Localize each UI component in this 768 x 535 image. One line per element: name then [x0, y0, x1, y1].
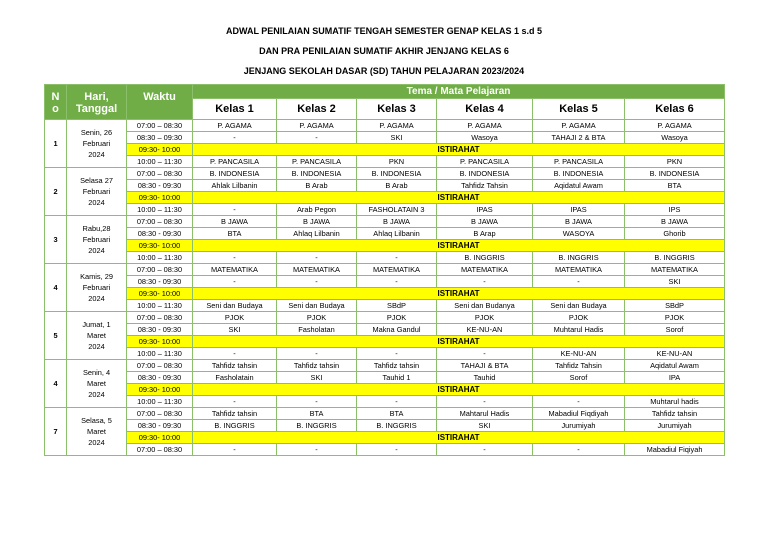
- schedule-row: [45, 348, 725, 360]
- subject-cell-kelas-3: PKN: [357, 156, 437, 168]
- day-date-line: Maret: [87, 427, 106, 436]
- subject-cell-kelas-4: SKI: [437, 420, 533, 432]
- break-row: [45, 192, 725, 204]
- header-kelas-2: Kelas 2: [277, 99, 357, 120]
- subject-cell-kelas-5: Tahfidz Tahsin: [533, 360, 625, 372]
- header-no-line-1: N: [51, 91, 60, 103]
- header-day: [67, 85, 127, 120]
- subject-cell-kelas-4: Seni dan Budanya: [437, 300, 533, 312]
- subject-cell-kelas-5: B. INDONESIA: [533, 168, 625, 180]
- time-slot: 07:00 – 08:30: [127, 408, 193, 420]
- subject-cell-kelas-5: -: [533, 396, 625, 408]
- title-line-1: ADWAL PENILAIAN SUMATIF TENGAH SEMESTER GENAP KELAS 1 s.d 5: [225, 26, 543, 36]
- day-date-line: 2024: [88, 438, 105, 447]
- time-slot: 07:00 – 08:30: [127, 312, 193, 324]
- schedule-row: [45, 120, 725, 132]
- schedule-row: [45, 180, 725, 192]
- subject-cell-kelas-3: P. AGAMA: [357, 120, 437, 132]
- day-date-line: Februari: [82, 187, 111, 196]
- day-date-line: 2024: [88, 390, 105, 399]
- subject-cell-kelas-1: Fasholatain: [193, 372, 277, 384]
- subject-cell-kelas-4: Wasoya: [437, 132, 533, 144]
- subject-cell-kelas-1: BTA: [193, 228, 277, 240]
- day-number: 7: [45, 408, 67, 456]
- day-number: 3: [45, 216, 67, 264]
- subject-cell-kelas-1: Tahfidz tahsin: [193, 408, 277, 420]
- subject-cell-kelas-5: MATEMATIKA: [533, 264, 625, 276]
- schedule-row: [45, 420, 725, 432]
- time-slot: 07:00 – 08:30: [127, 360, 193, 372]
- subject-cell-kelas-5: IPAS: [533, 204, 625, 216]
- subject-cell-kelas-6: PJOK: [625, 312, 725, 324]
- day-date: [67, 312, 127, 360]
- time-slot: 09:30- 10:00: [127, 144, 193, 156]
- subject-cell-kelas-4: -: [437, 348, 533, 360]
- time-slot: 10:00 – 11:30: [127, 156, 193, 168]
- subject-cell-kelas-2: P. PANCASILA: [277, 156, 357, 168]
- subject-cell-kelas-6: Wasoya: [625, 132, 725, 144]
- subject-cell-kelas-3: BTA: [357, 408, 437, 420]
- schedule-table: [44, 84, 725, 456]
- day-date: [67, 120, 127, 168]
- schedule-row: [45, 264, 725, 276]
- subject-cell-kelas-5: Mabadiul Fiqdiyah: [533, 408, 625, 420]
- day-date: [67, 360, 127, 408]
- subject-cell-kelas-3: -: [357, 348, 437, 360]
- schedule-row: [45, 156, 725, 168]
- subject-cell-kelas-2: -: [277, 348, 357, 360]
- day-date-line: Maret: [87, 379, 106, 388]
- day-number: 2: [45, 168, 67, 216]
- subject-cell-kelas-6: Muhtarul hadis: [625, 396, 725, 408]
- subject-cell-kelas-6: IPS: [625, 204, 725, 216]
- time-slot: 09:30- 10:00: [127, 432, 193, 444]
- break-label: ISTIRAHAT: [193, 384, 725, 396]
- day-date-line: Jumat, 1: [82, 320, 111, 329]
- day-number: 4: [45, 264, 67, 312]
- subject-cell-kelas-3: B JAWA: [357, 216, 437, 228]
- schedule-row: [45, 276, 725, 288]
- header-row-top: [45, 85, 725, 99]
- subject-cell-kelas-1: P. AGAMA: [193, 120, 277, 132]
- subject-cell-kelas-6: MATEMATIKA: [625, 264, 725, 276]
- subject-cell-kelas-2: -: [277, 444, 357, 456]
- subject-cell-kelas-5: P. PANCASILA: [533, 156, 625, 168]
- schedule-row: [45, 372, 725, 384]
- subject-cell-kelas-2: SKI: [277, 372, 357, 384]
- time-slot: 09:30- 10:00: [127, 336, 193, 348]
- time-slot: 10:00 – 11:30: [127, 300, 193, 312]
- header-kelas-1: Kelas 1: [193, 99, 277, 120]
- subject-cell-kelas-3: SKI: [357, 132, 437, 144]
- subject-cell-kelas-2: Arab Pegon: [277, 204, 357, 216]
- subject-cell-kelas-6: IPA: [625, 372, 725, 384]
- subject-cell-kelas-2: P. AGAMA: [277, 120, 357, 132]
- subject-cell-kelas-1: B. INGGRIS: [193, 420, 277, 432]
- subject-cell-kelas-2: MATEMATIKA: [277, 264, 357, 276]
- header-kelas-5: Kelas 5: [533, 99, 625, 120]
- header-no-line-2: o: [52, 103, 59, 115]
- schedule-body: [45, 120, 725, 456]
- break-row: [45, 288, 725, 300]
- time-slot: 08:30 - 09:30: [127, 276, 193, 288]
- time-slot: 08:30 - 09:30: [127, 372, 193, 384]
- subject-cell-kelas-6: SKI: [625, 276, 725, 288]
- subject-cell-kelas-1: Ahlak Lilbanin: [193, 180, 277, 192]
- subject-cell-kelas-2: -: [277, 132, 357, 144]
- break-label: ISTIRAHAT: [193, 240, 725, 252]
- subject-cell-kelas-4: -: [437, 444, 533, 456]
- subject-cell-kelas-6: Sorof: [625, 324, 725, 336]
- subject-cell-kelas-6: SBdP: [625, 300, 725, 312]
- subject-cell-kelas-1: PJOK: [193, 312, 277, 324]
- subject-cell-kelas-3: B. INGGRIS: [357, 420, 437, 432]
- subject-cell-kelas-2: -: [277, 396, 357, 408]
- time-slot: 08:30 – 09:30: [127, 132, 193, 144]
- subject-cell-kelas-4: Tauhid: [437, 372, 533, 384]
- subject-cell-kelas-4: B. INGGRIS: [437, 252, 533, 264]
- time-slot: 08:30 - 09:30: [127, 180, 193, 192]
- schedule-row: [45, 132, 725, 144]
- time-slot: 07:00 – 08:30: [127, 120, 193, 132]
- day-date-line: Februari: [82, 235, 111, 244]
- header-tema: Tema / Mata Pelajaran: [193, 85, 725, 99]
- subject-cell-kelas-2: -: [277, 252, 357, 264]
- day-number: 5: [45, 312, 67, 360]
- subject-cell-kelas-4: -: [437, 396, 533, 408]
- break-row: [45, 384, 725, 396]
- day-date: [67, 264, 127, 312]
- subject-cell-kelas-4: -: [437, 276, 533, 288]
- subject-cell-kelas-3: Makna Gandul: [357, 324, 437, 336]
- time-slot: 07:00 – 08:30: [127, 444, 193, 456]
- subject-cell-kelas-1: Seni dan Budaya: [193, 300, 277, 312]
- day-number: 4: [45, 360, 67, 408]
- subject-cell-kelas-1: -: [193, 204, 277, 216]
- header-kelas-6: Kelas 6: [625, 99, 725, 120]
- subject-cell-kelas-6: Mabadiul Fiqiyah: [625, 444, 725, 456]
- header-kelas-3: Kelas 3: [357, 99, 437, 120]
- subject-cell-kelas-6: Ghorib: [625, 228, 725, 240]
- time-slot: 07:00 – 08:30: [127, 216, 193, 228]
- title-line-2: DAN PRA PENILAIAN SUMATIF AKHIR JENJANG KELAS 6: [259, 46, 509, 56]
- time-slot: 10:00 – 11:30: [127, 348, 193, 360]
- day-date-line: 2024: [88, 198, 105, 207]
- subject-cell-kelas-3: -: [357, 252, 437, 264]
- schedule-row: [45, 252, 725, 264]
- day-date-line: Senin, 26: [80, 128, 113, 137]
- schedule-row: [45, 300, 725, 312]
- schedule-row: [45, 312, 725, 324]
- subject-cell-kelas-3: -: [357, 396, 437, 408]
- break-label: ISTIRAHAT: [193, 144, 725, 156]
- subject-cell-kelas-5: -: [533, 444, 625, 456]
- time-slot: 07:00 – 08:30: [127, 168, 193, 180]
- time-slot: 07:00 – 08:30: [127, 264, 193, 276]
- break-row: [45, 144, 725, 156]
- subject-cell-kelas-6: KE-NU-AN: [625, 348, 725, 360]
- subject-cell-kelas-2: B. INDONESIA: [277, 168, 357, 180]
- break-row: [45, 240, 725, 252]
- subject-cell-kelas-3: Ahlaq Lilbanin: [357, 228, 437, 240]
- time-slot: 09:30- 10:00: [127, 192, 193, 204]
- subject-cell-kelas-4: PJOK: [437, 312, 533, 324]
- subject-cell-kelas-2: BTA: [277, 408, 357, 420]
- subject-cell-kelas-1: -: [193, 444, 277, 456]
- subject-cell-kelas-5: -: [533, 276, 625, 288]
- break-label: ISTIRAHAT: [193, 192, 725, 204]
- subject-cell-kelas-6: P. AGAMA: [625, 120, 725, 132]
- subject-cell-kelas-5: Aqidatul Awam: [533, 180, 625, 192]
- day-date-line: 2024: [88, 150, 105, 159]
- day-date: [67, 216, 127, 264]
- day-date-line: Senin, 4: [82, 368, 111, 377]
- subject-cell-kelas-5: B JAWA: [533, 216, 625, 228]
- title-line-3: JENJANG SEKOLAH DASAR (SD) TAHUN PELAJARAN 2023/2024: [243, 66, 525, 76]
- subject-cell-kelas-4: B. INDONESIA: [437, 168, 533, 180]
- day-date-line: Februari: [82, 139, 111, 148]
- day-date: [67, 408, 127, 456]
- day-date-line: 2024: [88, 342, 105, 351]
- subject-cell-kelas-5: KE-NU-AN: [533, 348, 625, 360]
- subject-cell-kelas-3: MATEMATIKA: [357, 264, 437, 276]
- subject-cell-kelas-5: Seni dan Budaya: [533, 300, 625, 312]
- subject-cell-kelas-4: Tahfidz Tahsin: [437, 180, 533, 192]
- subject-cell-kelas-4: P. AGAMA: [437, 120, 533, 132]
- time-slot: 08:30 - 09:30: [127, 420, 193, 432]
- schedule-row: [45, 228, 725, 240]
- subject-cell-kelas-5: Jurumiyah: [533, 420, 625, 432]
- subject-cell-kelas-6: Aqidatul Awam: [625, 360, 725, 372]
- schedule-row: [45, 360, 725, 372]
- subject-cell-kelas-2: B. INGGRIS: [277, 420, 357, 432]
- time-slot: 09:30- 10:00: [127, 240, 193, 252]
- schedule-row: [45, 324, 725, 336]
- break-label: ISTIRAHAT: [193, 432, 725, 444]
- subject-cell-kelas-5: WASOYA: [533, 228, 625, 240]
- day-date-line: Februari: [82, 283, 111, 292]
- day-date-line: Selasa 27: [80, 176, 113, 185]
- day-date-line: 2024: [88, 294, 105, 303]
- header-no: [45, 85, 67, 120]
- subject-cell-kelas-2: Tahfidz tahsin: [277, 360, 357, 372]
- subject-cell-kelas-2: B Arab: [277, 180, 357, 192]
- day-date-line: Kamis, 29: [80, 272, 113, 281]
- day-date-line: Rabu,28: [82, 224, 111, 233]
- schedule-row: [45, 396, 725, 408]
- schedule-row: [45, 408, 725, 420]
- subject-cell-kelas-1: -: [193, 348, 277, 360]
- subject-cell-kelas-5: B. INGGRIS: [533, 252, 625, 264]
- subject-cell-kelas-4: B Arap: [437, 228, 533, 240]
- subject-cell-kelas-1: -: [193, 276, 277, 288]
- subject-cell-kelas-1: Tahfidz tahsin: [193, 360, 277, 372]
- day-date-line: Selasa, 5: [81, 416, 112, 425]
- break-label: ISTIRAHAT: [193, 336, 725, 348]
- schedule-row: [45, 216, 725, 228]
- subject-cell-kelas-1: SKI: [193, 324, 277, 336]
- subject-cell-kelas-3: PJOK: [357, 312, 437, 324]
- subject-cell-kelas-3: Tauhid 1: [357, 372, 437, 384]
- time-slot: 10:00 – 11:30: [127, 396, 193, 408]
- day-date-line: Maret: [87, 331, 106, 340]
- time-slot: 08:30 - 09:30: [127, 228, 193, 240]
- subject-cell-kelas-6: BTA: [625, 180, 725, 192]
- subject-cell-kelas-1: P. PANCASILA: [193, 156, 277, 168]
- time-slot: 09:30- 10:00: [127, 288, 193, 300]
- subject-cell-kelas-3: FASHOLATAIN 3: [357, 204, 437, 216]
- subject-cell-kelas-4: KE-NU-AN: [437, 324, 533, 336]
- subject-cell-kelas-1: MATEMATIKA: [193, 264, 277, 276]
- break-row: [45, 336, 725, 348]
- header-kelas-4: Kelas 4: [437, 99, 533, 120]
- schedule-row: [45, 168, 725, 180]
- subject-cell-kelas-1: B. INDONESIA: [193, 168, 277, 180]
- subject-cell-kelas-5: Sorof: [533, 372, 625, 384]
- subject-cell-kelas-5: TAHAJI 2 & BTA: [533, 132, 625, 144]
- subject-cell-kelas-6: B JAWA: [625, 216, 725, 228]
- subject-cell-kelas-2: B JAWA: [277, 216, 357, 228]
- subject-cell-kelas-5: PJOK: [533, 312, 625, 324]
- subject-cell-kelas-4: B JAWA: [437, 216, 533, 228]
- subject-cell-kelas-1: B JAWA: [193, 216, 277, 228]
- subject-cell-kelas-6: B. INDONESIA: [625, 168, 725, 180]
- day-number: 1: [45, 120, 67, 168]
- break-label: ISTIRAHAT: [193, 288, 725, 300]
- subject-cell-kelas-3: Tahfidz tahsin: [357, 360, 437, 372]
- subject-cell-kelas-4: MATEMATIKA: [437, 264, 533, 276]
- time-slot: 08:30 - 09:30: [127, 324, 193, 336]
- time-slot: 10:00 – 11:30: [127, 204, 193, 216]
- subject-cell-kelas-4: TAHAJI & BTA: [437, 360, 533, 372]
- subject-cell-kelas-1: -: [193, 132, 277, 144]
- day-date-line: 2024: [88, 246, 105, 255]
- subject-cell-kelas-2: PJOK: [277, 312, 357, 324]
- subject-cell-kelas-4: IPAS: [437, 204, 533, 216]
- header-day-line-1: Hari,: [84, 91, 109, 103]
- subject-cell-kelas-6: Jurumiyah: [625, 420, 725, 432]
- subject-cell-kelas-3: B. INDONESIA: [357, 168, 437, 180]
- subject-cell-kelas-4: Mahtarul Hadis: [437, 408, 533, 420]
- subject-cell-kelas-1: -: [193, 252, 277, 264]
- subject-cell-kelas-3: SBdP: [357, 300, 437, 312]
- subject-cell-kelas-3: -: [357, 444, 437, 456]
- subject-cell-kelas-2: Seni dan Budaya: [277, 300, 357, 312]
- subject-cell-kelas-4: P. PANCASILA: [437, 156, 533, 168]
- subject-cell-kelas-2: Fasholatan: [277, 324, 357, 336]
- subject-cell-kelas-5: P. AGAMA: [533, 120, 625, 132]
- header-time: Waktu: [127, 85, 193, 120]
- time-slot: 09:30- 10:00: [127, 384, 193, 396]
- time-slot: 10:00 – 11:30: [127, 252, 193, 264]
- header-day-line-2: Tanggal: [75, 103, 118, 115]
- subject-cell-kelas-2: Ahlaq Lilbanin: [277, 228, 357, 240]
- subject-cell-kelas-3: B Arab: [357, 180, 437, 192]
- schedule-row: [45, 444, 725, 456]
- subject-cell-kelas-6: PKN: [625, 156, 725, 168]
- break-row: [45, 432, 725, 444]
- subject-cell-kelas-2: -: [277, 276, 357, 288]
- day-date: [67, 168, 127, 216]
- subject-cell-kelas-6: Tahfidz tahsin: [625, 408, 725, 420]
- subject-cell-kelas-5: Muhtarul Hadis: [533, 324, 625, 336]
- subject-cell-kelas-3: -: [357, 276, 437, 288]
- subject-cell-kelas-1: -: [193, 396, 277, 408]
- schedule-row: [45, 204, 725, 216]
- subject-cell-kelas-6: B. INGGRIS: [625, 252, 725, 264]
